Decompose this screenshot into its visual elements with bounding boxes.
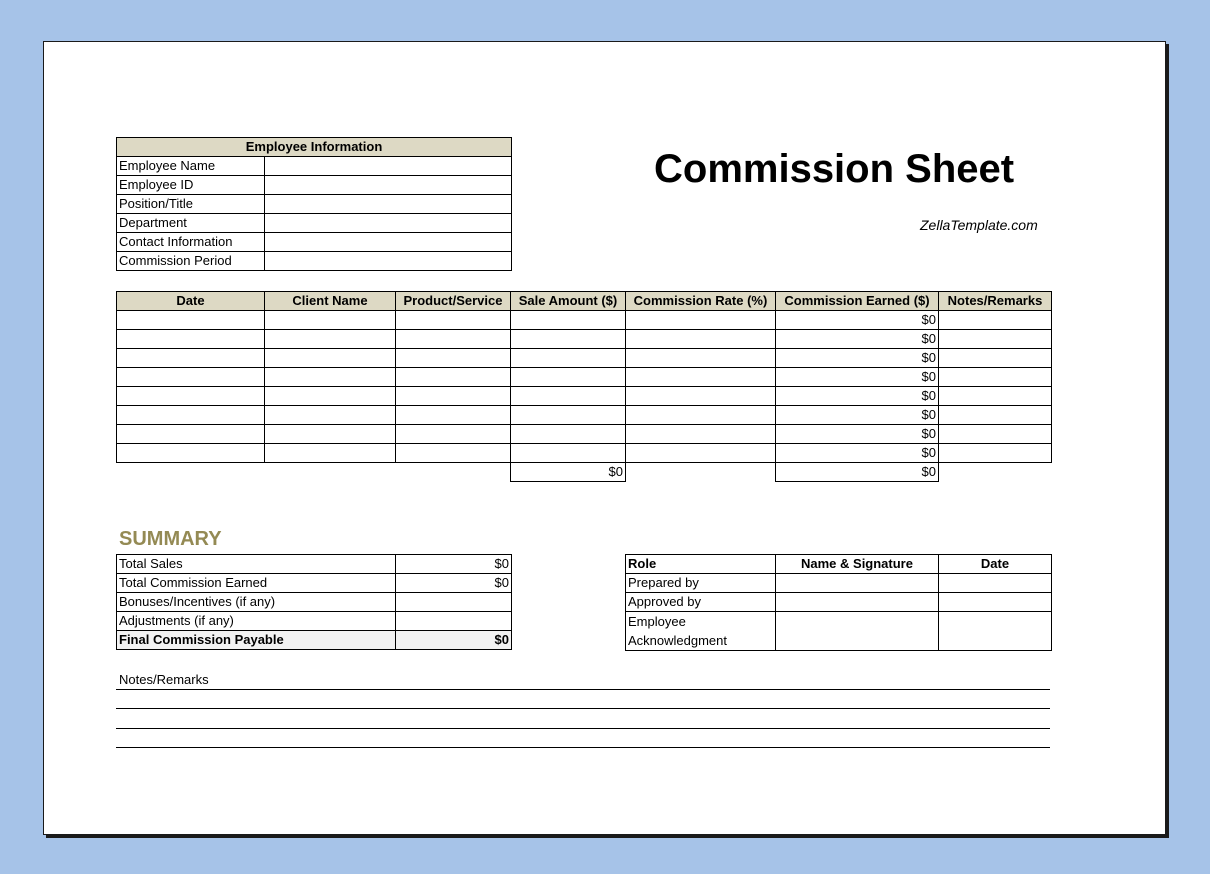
table-row (117, 406, 1052, 425)
column-header-client-name: Client Name (265, 292, 396, 311)
employee-info-row (117, 176, 512, 195)
rate-cell[interactable] (626, 368, 776, 387)
approval-row (626, 612, 1052, 651)
summary-row (117, 593, 512, 612)
sale-amount-cell[interactable] (511, 330, 626, 349)
earned-cell: $0 (776, 387, 939, 406)
sale-amount-cell[interactable] (511, 349, 626, 368)
notes-cell[interactable] (939, 444, 1052, 463)
summary-label: Bonuses/Incentives (if any) (117, 593, 396, 612)
field-label: Position/Title (117, 195, 265, 214)
sale-amount-cell[interactable] (511, 444, 626, 463)
sale-amount-cell[interactable] (511, 311, 626, 330)
table-row (117, 387, 1052, 406)
date-cell[interactable] (117, 368, 265, 387)
summary-table (116, 554, 512, 650)
signature-field[interactable] (776, 612, 939, 651)
sale-amount-cell[interactable] (511, 425, 626, 444)
client-cell[interactable] (265, 330, 396, 349)
product-cell[interactable] (396, 311, 511, 330)
summary-row-final (117, 631, 512, 650)
approval-table (625, 554, 1052, 651)
notes-cell[interactable] (939, 368, 1052, 387)
client-cell[interactable] (265, 406, 396, 425)
earned-cell: $0 (776, 425, 939, 444)
column-header-product-service: Product/Service (396, 292, 511, 311)
notes-cell[interactable] (939, 311, 1052, 330)
table-row (117, 425, 1052, 444)
field-label: Commission Period (117, 252, 265, 271)
date-field[interactable] (939, 612, 1052, 651)
summary-value: $0 (396, 555, 512, 574)
summary-value: $0 (396, 574, 512, 593)
earned-cell: $0 (776, 444, 939, 463)
summary-label: Total Sales (117, 555, 396, 574)
earned-cell: $0 (776, 330, 939, 349)
summary-label: Adjustments (if any) (117, 612, 396, 631)
column-header-commission-rate: Commission Rate (%) (626, 292, 776, 311)
notes-cell[interactable] (939, 425, 1052, 444)
employee-info-row (117, 195, 512, 214)
department-field[interactable] (265, 214, 512, 233)
date-cell[interactable] (117, 444, 265, 463)
table-row (117, 330, 1052, 349)
earned-cell: $0 (776, 406, 939, 425)
product-cell[interactable] (396, 406, 511, 425)
summary-row (117, 574, 512, 593)
role-label: Prepared by (626, 574, 776, 593)
employee-info-row (117, 252, 512, 271)
table-row (117, 311, 1052, 330)
column-header-sale-amount: Sale Amount ($) (511, 292, 626, 311)
client-cell[interactable] (265, 311, 396, 330)
earned-cell: $0 (776, 311, 939, 330)
employee-name-field[interactable] (265, 157, 512, 176)
sales-table-header-row (117, 292, 1052, 311)
column-header-commission-earned: Commission Earned ($) (776, 292, 939, 311)
total-commission-earned: $0 (776, 463, 939, 482)
client-cell[interactable] (265, 349, 396, 368)
sale-amount-cell[interactable] (511, 387, 626, 406)
totals-row (117, 463, 1052, 482)
notes-line[interactable] (116, 708, 1050, 709)
date-field[interactable] (939, 574, 1052, 593)
summary-value: $0 (396, 631, 512, 650)
summary-label: Final Commission Payable (117, 631, 396, 650)
commission-period-field[interactable] (265, 252, 512, 271)
sales-table (116, 291, 1052, 482)
employee-info-header: Employee Information (117, 138, 512, 157)
employee-info-row (117, 157, 512, 176)
signature-field[interactable] (776, 593, 939, 612)
signature-field[interactable] (776, 574, 939, 593)
client-cell[interactable] (265, 387, 396, 406)
notes-line[interactable] (116, 728, 1050, 729)
total-sale-amount: $0 (511, 463, 626, 482)
rate-cell[interactable] (626, 425, 776, 444)
summary-heading: SUMMARY (119, 528, 222, 550)
product-cell[interactable] (396, 444, 511, 463)
product-cell[interactable] (396, 330, 511, 349)
position-title-field[interactable] (265, 195, 512, 214)
sale-amount-cell[interactable] (511, 406, 626, 425)
notes-label: Notes/Remarks (119, 672, 209, 687)
rate-cell[interactable] (626, 349, 776, 368)
field-label: Employee ID (117, 176, 265, 195)
column-header-date: Date (939, 555, 1052, 574)
table-row (117, 349, 1052, 368)
bonuses-field[interactable] (396, 593, 512, 612)
notes-cell[interactable] (939, 406, 1052, 425)
commission-sheet-page (43, 41, 1166, 835)
column-header-name-signature: Name & Signature (776, 555, 939, 574)
field-label: Department (117, 214, 265, 233)
page-title: Commission Sheet (654, 147, 1015, 191)
approval-header-row (626, 555, 1052, 574)
column-header-notes: Notes/Remarks (939, 292, 1052, 311)
contact-information-field[interactable] (265, 233, 512, 252)
summary-row (117, 555, 512, 574)
rate-cell[interactable] (626, 330, 776, 349)
product-cell[interactable] (396, 425, 511, 444)
date-cell[interactable] (117, 349, 265, 368)
earned-cell: $0 (776, 368, 939, 387)
client-cell[interactable] (265, 368, 396, 387)
field-label: Contact Information (117, 233, 265, 252)
notes-cell[interactable] (939, 349, 1052, 368)
employee-info-table (116, 137, 512, 271)
rate-cell[interactable] (626, 444, 776, 463)
notes-line[interactable] (116, 689, 1050, 690)
column-header-role: Role (626, 555, 776, 574)
client-cell[interactable] (265, 425, 396, 444)
rate-cell[interactable] (626, 387, 776, 406)
adjustments-field[interactable] (396, 612, 512, 631)
role-label: Approved by (626, 593, 776, 612)
date-cell[interactable] (117, 387, 265, 406)
earned-cell: $0 (776, 349, 939, 368)
sale-amount-cell[interactable] (511, 368, 626, 387)
table-row (117, 444, 1052, 463)
column-header-date: Date (117, 292, 265, 311)
rate-cell[interactable] (626, 311, 776, 330)
role-label: Employee Acknowledgment (626, 612, 776, 651)
client-cell[interactable] (265, 444, 396, 463)
approval-row (626, 574, 1052, 593)
rate-cell[interactable] (626, 406, 776, 425)
notes-cell[interactable] (939, 330, 1052, 349)
table-row (117, 368, 1052, 387)
date-cell[interactable] (117, 311, 265, 330)
approval-row (626, 593, 1052, 612)
employee-info-row (117, 233, 512, 252)
notes-line[interactable] (116, 747, 1050, 748)
notes-cell[interactable] (939, 387, 1052, 406)
summary-row (117, 612, 512, 631)
product-cell[interactable] (396, 368, 511, 387)
employee-id-field[interactable] (265, 176, 512, 195)
field-label: Employee Name (117, 157, 265, 176)
product-cell[interactable] (396, 349, 511, 368)
product-cell[interactable] (396, 387, 511, 406)
summary-label: Total Commission Earned (117, 574, 396, 593)
employee-info-row (117, 214, 512, 233)
date-field[interactable] (939, 593, 1052, 612)
date-cell[interactable] (117, 425, 265, 444)
date-cell[interactable] (117, 406, 265, 425)
website-label: ZellaTemplate.com (920, 217, 1038, 233)
date-cell[interactable] (117, 330, 265, 349)
